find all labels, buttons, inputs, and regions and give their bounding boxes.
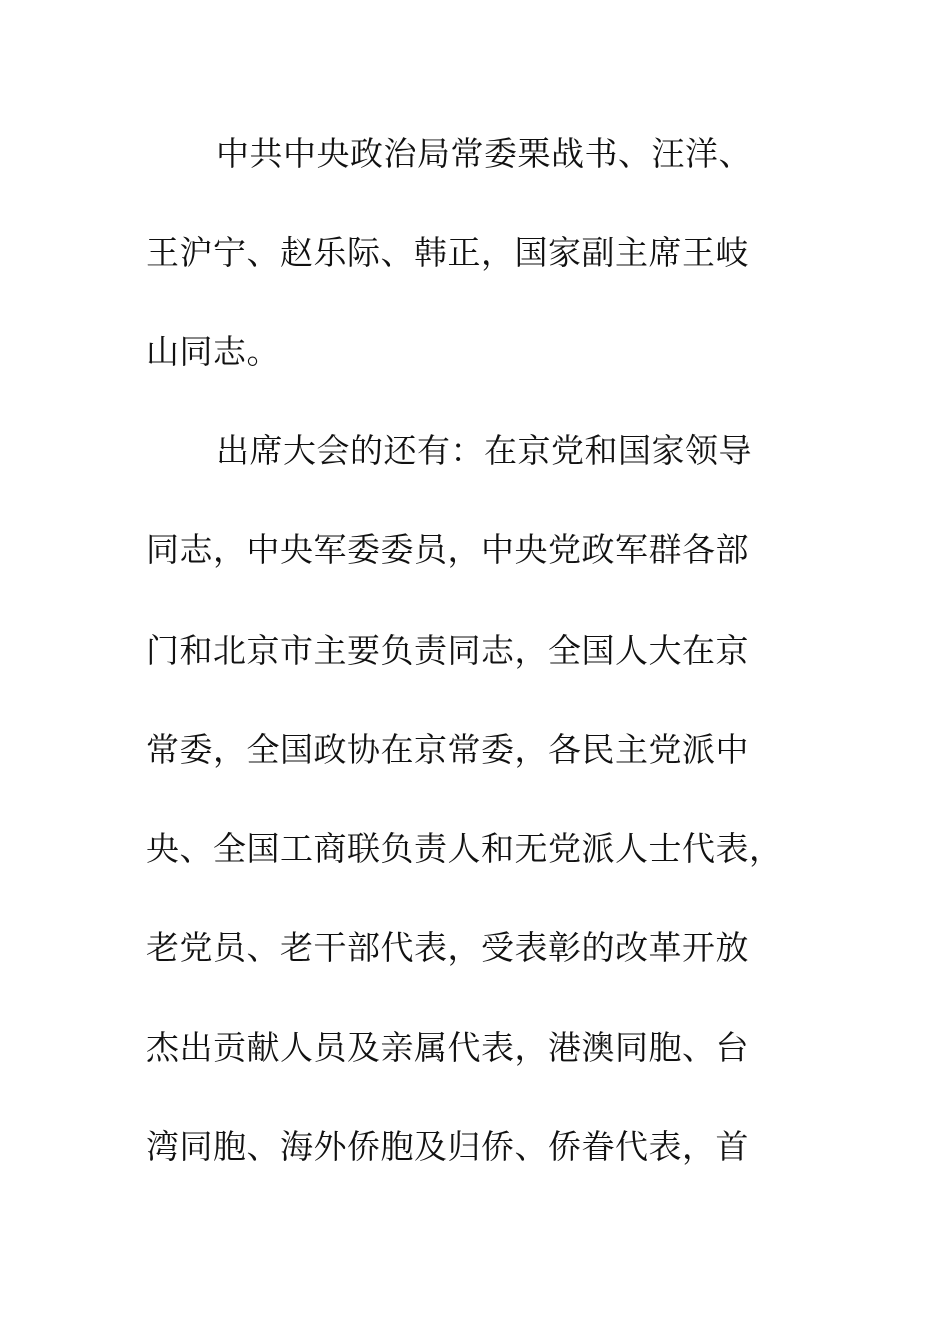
paragraph-line: 门和北京市主要负责同志，全国人大在京 — [146, 631, 749, 670]
paragraph-line: 中共中央政治局常委栗战书、汪洋、 — [216, 134, 752, 173]
paragraph-line: 山同志。 — [146, 332, 280, 371]
paragraph-line: 王沪宁、赵乐际、韩正，国家副主席王岐 — [146, 233, 749, 272]
paragraph-line: 出席大会的还有：在京党和国家领导 — [216, 431, 752, 470]
paragraph-line: 老党员、老干部代表，受表彰的改革开放 — [146, 928, 749, 967]
paragraph-line: 杰出贡献人员及亲属代表，港澳同胞、台 — [146, 1028, 749, 1067]
paragraph-line: 同志，中央军委委员，中央党政军群各部 — [146, 530, 749, 569]
paragraph-line: 常委，全国政协在京常委，各民主党派中 — [146, 730, 749, 769]
paragraph-line: 湾同胞、海外侨胞及归侨、侨眷代表，首 — [146, 1127, 749, 1166]
paragraph-line: 央、全国工商联负责人和无党派人士代表， — [146, 829, 783, 868]
